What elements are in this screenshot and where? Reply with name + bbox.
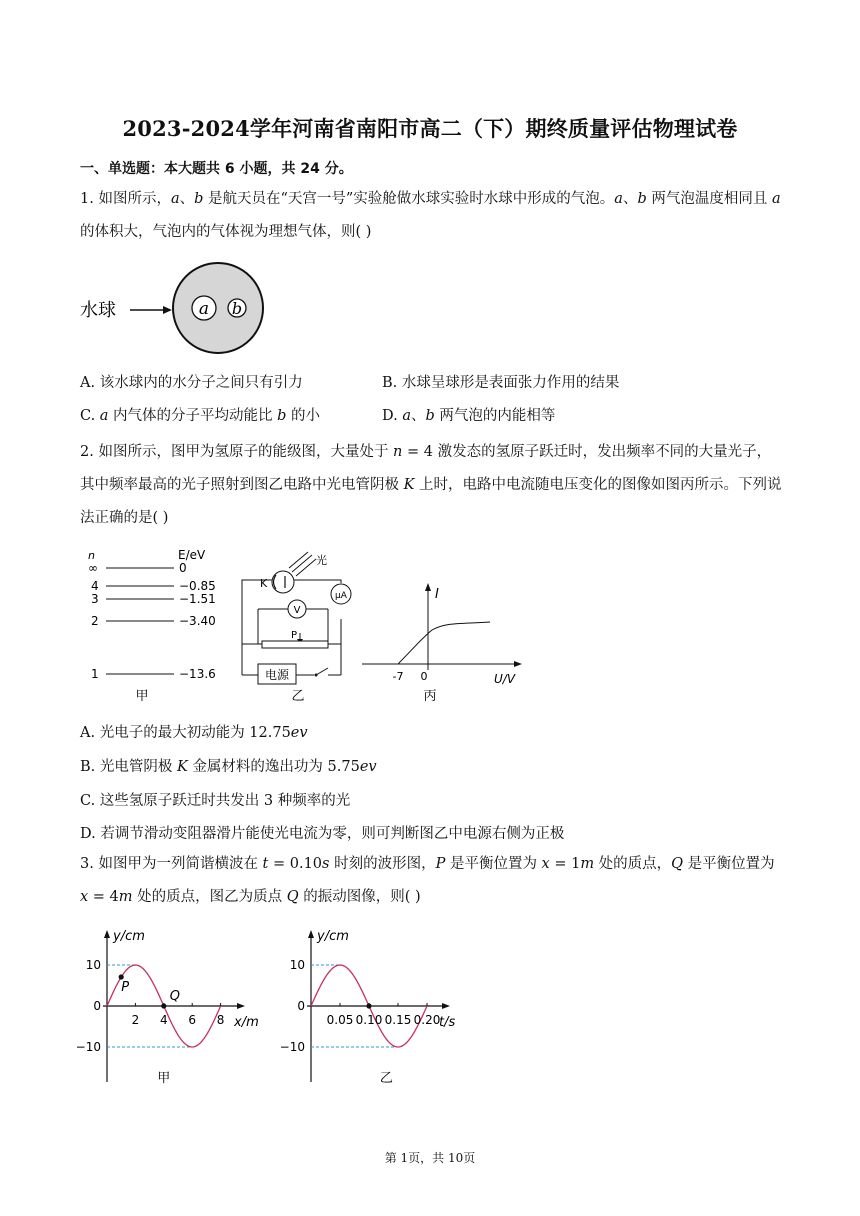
q2-option-a: A. 光电子的最大初动能为 12.75𝑒𝑣: [80, 725, 308, 741]
vib-xtick-label-2: 0.15: [384, 1013, 412, 1027]
level-0: [88, 561, 187, 575]
voltmeter-label: V: [293, 605, 301, 616]
q1-option-a: A. 该水球内的水分子之间只有引力: [80, 375, 303, 391]
vibration-graph-yi: [279, 922, 482, 1092]
wave-xlabel: x/m: [234, 1015, 259, 1030]
bubble-a-label: a: [198, 299, 210, 319]
vib-caption: 乙: [379, 1071, 393, 1086]
iv-curve: [398, 622, 490, 664]
iv-ylabel: I: [435, 587, 439, 602]
wave-ytick-10: 10: [85, 958, 101, 972]
level-e-4: −0.85: [179, 579, 216, 593]
wave-ylabel: y/cm: [113, 929, 145, 944]
iv-xlabel: U/V: [494, 672, 516, 686]
q1-option-d: D. 𝑎、𝑏 两气泡的内能相等: [382, 408, 556, 424]
phototube: [272, 571, 294, 593]
vib-x-arrow: [442, 1003, 450, 1009]
level-3: [91, 592, 216, 606]
cathode-label: K: [260, 577, 268, 590]
vib-ylabel: y/cm: [317, 929, 349, 944]
page-footer: 第 1页，共 10页: [384, 1151, 476, 1165]
wave-y-arrow: [104, 930, 110, 938]
question-3-text: 3. 如图甲为一列简谐横波在 𝑡 = 0.10𝑠 时刻的波形图，𝑃 是平衡位置为 𝑥 = 1𝑚 处的质点，𝑄 是平衡位置为 𝑥 = 4𝑚 处的质点，图乙为质点 𝑄 的振动图像，则( ): [80, 856, 775, 905]
level-header-n: n: [88, 549, 95, 562]
level-e-1: −13.6: [179, 667, 216, 681]
level-e-2: −3.40: [179, 614, 216, 628]
photoelectric-circuit: [236, 547, 356, 707]
wave-caption: 甲: [157, 1071, 171, 1086]
level-4: [91, 579, 216, 593]
q2-option-b: B. 光电管阴极 𝐾 金属材料的逸出功为 5.75𝑒𝑣: [80, 759, 377, 775]
level-e-0: 0: [179, 561, 187, 575]
power-source-label: 电源: [264, 668, 290, 682]
q2-option-d: D. 若调节滑动变阻器滑片能使光电流为零，则可判断图乙中电源右侧为正极: [80, 826, 565, 842]
caption-bing: 丙: [423, 689, 437, 704]
wave-xtick-label-1: 4: [159, 1013, 168, 1027]
water-ball-figure: [78, 260, 278, 360]
wave-point-label-p: P: [121, 980, 130, 996]
level-n-2: 2: [91, 614, 99, 628]
slider-label: P: [291, 630, 298, 641]
wave-xtick-label-2: 6: [188, 1013, 197, 1027]
energy-level-diagram: [84, 547, 224, 707]
level-n-4: 4: [91, 579, 99, 593]
vib-xtick-label-3: 0.20: [413, 1013, 441, 1027]
vib-ytick-0: 0: [297, 999, 305, 1013]
water-ball: [173, 263, 263, 353]
level-1: [91, 667, 216, 681]
level-n-1: 1: [91, 667, 99, 681]
wave-xtick-label-3: 8: [216, 1013, 225, 1027]
vib-point-zero-crossing: [366, 1003, 371, 1008]
vib-xtick-label-1: 0.10: [355, 1013, 383, 1027]
level-2: [91, 614, 216, 628]
rheostat: [262, 641, 328, 648]
vib-xtick-label-0: 0.05: [326, 1013, 354, 1027]
current-voltage-graph: [360, 578, 530, 708]
wave-x-arrow: [237, 1003, 245, 1009]
wave-ytick-neg10: −10: [75, 1040, 101, 1054]
caption-jia: 甲: [135, 689, 149, 704]
level-header-e: E/eV: [178, 548, 206, 562]
level-e-3: −1.51: [179, 592, 216, 606]
light-label: 光: [316, 554, 327, 567]
question-2-text: 2. 如图所示，图甲为氢原子的能级图，大量处于 𝑛 = 4 激发态的氢原子跃迁时，发出频率不同的大量光子，其中频率最高的光子照射到图乙电路中光电管阴极 𝐾 上时，电路中电流随电压变化的图像如图丙所示。下列说法正确的是( ): [80, 444, 782, 526]
level-n-3: 3: [91, 592, 99, 606]
question-1-text: 1. 如图所示，𝑎、𝑏 是航天员在“天宫一号”实验舱做水球实验时水球中形成的气泡。𝑎、𝑏 两气泡温度相同且 𝑎 的体积大，气泡内的气体视为理想气体，则( ): [80, 191, 781, 240]
vib-xlabel: t/s: [439, 1015, 456, 1030]
vib-ytick-10: 10: [289, 958, 305, 972]
q2-option-c: C. 这些氢原子跃迁时共发出 3 种频率的光: [80, 793, 351, 809]
iv-tick-neg: -7: [392, 670, 404, 683]
light-rays-icon: [289, 552, 316, 576]
caption-yi: 乙: [291, 689, 305, 704]
iv-tick-zero: 0: [420, 670, 428, 683]
level-n-inf: ∞: [88, 561, 98, 575]
vib-ytick-neg10: −10: [279, 1040, 305, 1054]
bubble-b-label: b: [231, 299, 243, 318]
switch: [316, 668, 328, 675]
wave-point-p: [119, 974, 124, 979]
microammeter-label: μA: [335, 591, 347, 601]
page-title: 2023-2024学年河南省南阳市高二（下）期终质量评估物理试卷: [122, 116, 738, 141]
vib-y-arrow: [308, 930, 314, 938]
section-heading: 一、单选题：本大题共 6 小题，共 24 分。: [80, 161, 353, 177]
q1-option-b: B. 水球呈球形是表面张力作用的结果: [382, 375, 620, 391]
water-ball-label: 水球: [80, 300, 116, 321]
wave-point-label-q: Q: [169, 989, 181, 1004]
wave-graph-jia: [75, 922, 280, 1092]
wave-xtick-label-0: 2: [131, 1013, 140, 1027]
wave-ytick-0: 0: [93, 999, 101, 1013]
wave-point-q: [161, 1003, 166, 1008]
q1-option-c: C. 𝑎 内气体的分子平均动能比 𝑏 的小: [80, 408, 321, 424]
